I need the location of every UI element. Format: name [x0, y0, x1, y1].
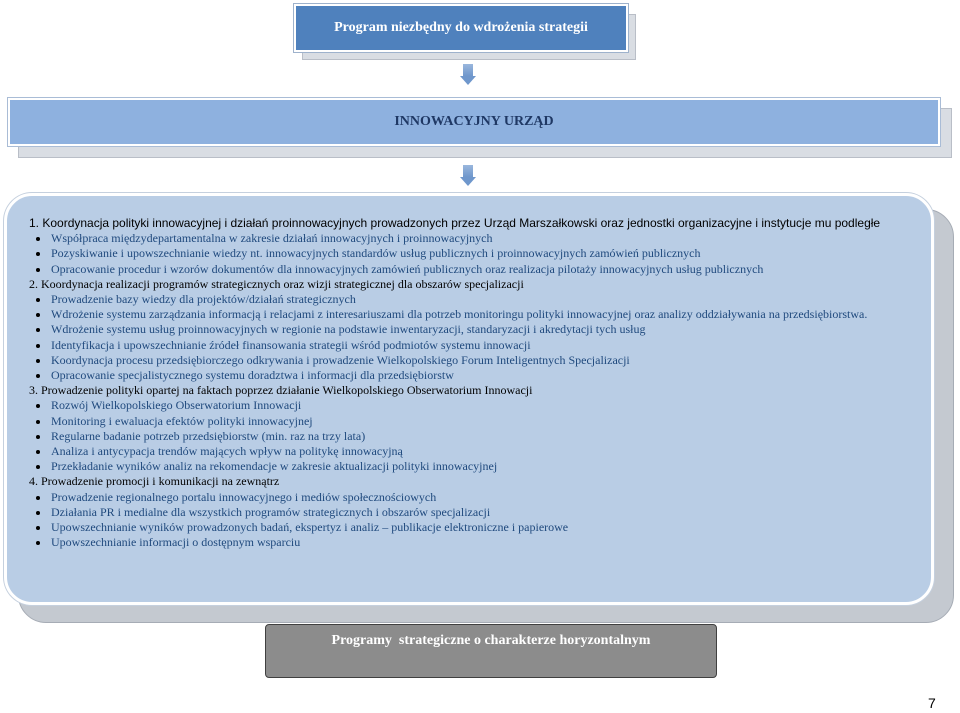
- list-item: Opracowanie procedur i wzorów dokumentów dla innowacyjnych zamówień publicznych oraz realizacja pilotaży innowacyjnych usług publicznych: [29, 262, 913, 277]
- section-title: 1. Koordynacja polityki innowacyjnej i działań proinnowacyjnych prowadzonych przez Urząd Marszałkowski oraz jednostki organizacyjne i instytucje mu podległe: [29, 216, 881, 230]
- tasks-panel: [4, 193, 956, 625]
- tasks-panel-content: [4, 193, 934, 605]
- list-item: Rozwój Wielkopolskiego Obserwatorium Innowacji: [29, 398, 913, 413]
- list-item: Współpraca międzydepartamentalna w zakresie działań innowacyjnych i proinnowacyjnych: [29, 231, 913, 246]
- innovative-office-box: [8, 98, 954, 160]
- list-item: Wdrożenie systemu zarządzania informacją i relacjami z interesariuszami dla potrzeb monitoringu polityki innowacyjnej oraz analizy oddziaływania na przedsiębiorstwa.: [29, 307, 913, 322]
- section-4: [29, 474, 913, 550]
- section-title: 4. Prowadzenie promocji i komunikacji na zewnątrz: [29, 474, 280, 489]
- list-item: Analiza i antycypacja trendów mających wpływ na politykę innowacyjną: [29, 444, 913, 459]
- list-item: Przekładanie wyników analiz na rekomendacje w zakresie aktualizacji polityki innowacyjnej: [29, 459, 913, 474]
- horizontal-programs-text: Programy strategiczne o charakterze horyzontalnym: [331, 633, 651, 648]
- horizontal-programs-box: [265, 624, 723, 684]
- section-1: [29, 216, 913, 277]
- innovative-office-label: INNOWACYJNY URZĄD: [8, 98, 940, 146]
- list-item: Prowadzenie regionalnego portalu innowacyjnego i mediów społecznościowych: [29, 490, 913, 505]
- list-item: Prowadzenie bazy wiedzy dla projektów/działań strategicznych: [29, 292, 913, 307]
- section-title: 3. Prowadzenie polityki opartej na faktach poprzez działanie Wielkopolskiego Obserwatorium Innowacji: [29, 383, 533, 398]
- list-item: Działania PR i medialne dla wszystkich programów strategicznych i obszarów specjalizacji: [29, 505, 913, 520]
- arrow-down-icon: [460, 165, 476, 187]
- list-item: Upowszechnianie wyników prowadzonych badań, ekspertyz i analiz – publikacje elektroniczne i papierowe: [29, 520, 913, 535]
- list-item: Identyfikacja i upowszechnianie źródeł finansowania strategii wśród podmiotów systemu innowacji: [29, 338, 913, 353]
- list-item: Monitoring i ewaluacja efektów polityki innowacyjnej: [29, 414, 913, 429]
- list-item: Regularne badanie potrzeb przedsiębiorstw (min. raz na trzy lata): [29, 429, 913, 444]
- list-item: Upowszechnianie informacji o dostępnym wsparciu: [29, 535, 913, 550]
- program-box-label: Program niezbędny do wdrożenia strategii: [294, 4, 628, 52]
- list-item: Opracowanie specjalistycznego systemu doradztwa i informacji dla przedsiębiorstw: [29, 368, 913, 383]
- program-box: [294, 4, 638, 62]
- list-item: Wdrożenie systemu usług proinnowacyjnych w regionie na podstawie inwentaryzacji, standaryzacji i akredytacji tych usług: [29, 322, 913, 337]
- horizontal-programs-label: [265, 624, 717, 678]
- section-3: [29, 383, 913, 474]
- section-2: [29, 277, 913, 383]
- list-item: Koordynacja procesu przedsiębiorczego odkrywania i prowadzenie Wielkopolskiego Forum Inteligentnych Specjalizacji: [29, 353, 913, 368]
- page-number: 7: [928, 695, 936, 711]
- list-item: Pozyskiwanie i upowszechnianie wiedzy nt. innowacyjnych standardów usług publicznych i proinnowacyjnych zamówień publicznych: [29, 246, 913, 261]
- arrow-down-icon: [460, 64, 476, 86]
- section-title: 2. Koordynacja realizacji programów strategicznych oraz wizji strategicznej dla obszarów specjalizacji: [29, 276, 524, 291]
